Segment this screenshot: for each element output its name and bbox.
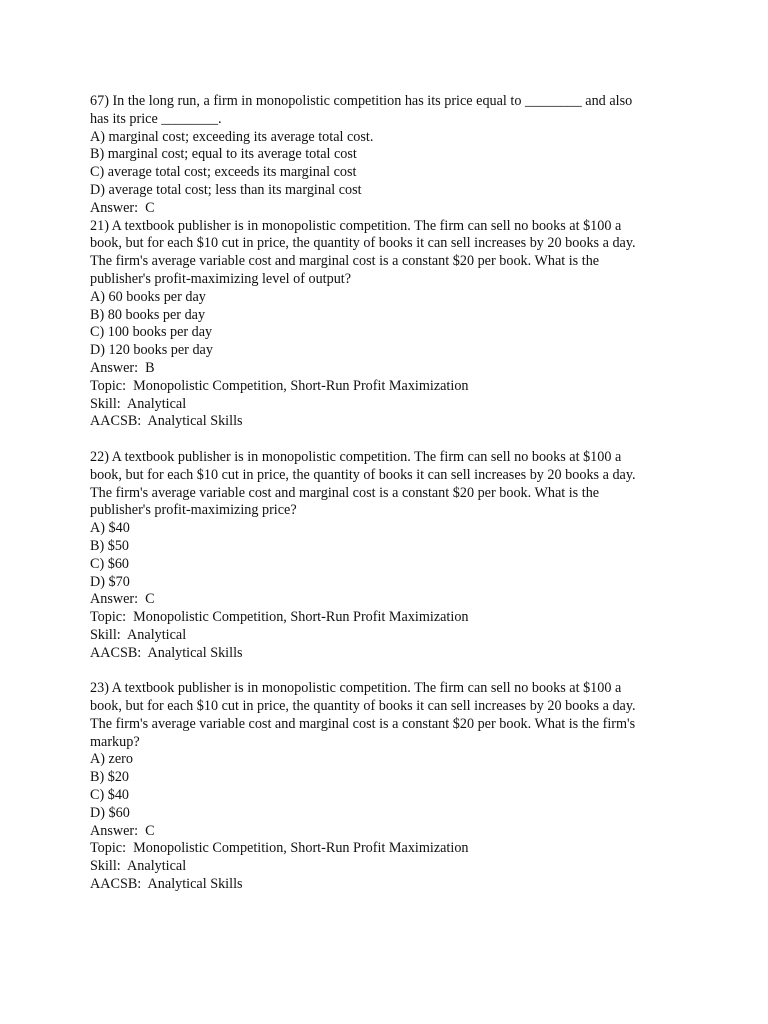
question-text-line: has its price ________. [90,110,222,127]
answer-line: Answer: C [90,591,155,608]
question-text-line: 23) A textbook publisher is in monopolistic competition. The firm can sell no books at $100 a [90,680,622,697]
question-text-line: markup? [90,733,140,750]
aacsb-line: AACSB: Analytical Skills [90,876,243,893]
document-page [90,93,690,894]
skill-line: Skill: Analytical [90,858,187,875]
question-67 [90,93,690,218]
option-d: D) $60 [90,804,130,821]
option-a: A) marginal cost; exceeding its average total cost. [90,128,374,145]
blank-line [90,663,690,681]
question-23 [90,680,690,894]
question-text-line: book, but for each $10 cut in price, the quantity of books it can sell increases by 20 books a day. [90,235,636,252]
topic-line: Topic: Monopolistic Competition, Short-Run Profit Maximization [90,609,469,626]
question-22 [90,449,690,663]
blank-line [90,431,690,449]
aacsb-line: AACSB: Analytical Skills [90,644,243,661]
question-text-line: book, but for each $10 cut in price, the quantity of books it can sell increases by 20 books a day. [90,466,636,483]
option-b: B) $50 [90,537,130,554]
question-text-line: publisher's profit-maximizing price? [90,502,297,519]
topic-line: Topic: Monopolistic Competition, Short-Run Profit Maximization [90,840,469,857]
answer-line: Answer: C [90,199,155,216]
option-c: C) $60 [90,555,130,572]
skill-line: Skill: Analytical [90,626,187,643]
aacsb-line: AACSB: Analytical Skills [90,413,243,430]
question-21 [90,218,690,432]
question-text-line: The firm's average variable cost and marginal cost is a constant $20 per book. What is the [90,484,600,501]
topic-line: Topic: Monopolistic Competition, Short-Run Profit Maximization [90,377,469,394]
question-text-line: publisher's profit-maximizing level of output? [90,270,352,287]
answer-line: Answer: B [90,359,155,376]
question-text-line: 67) In the long run, a firm in monopolistic competition has its price equal to ________ and also [90,93,633,109]
question-text-line: 22) A textbook publisher is in monopolistic competition. The firm can sell no books at $100 a [90,448,622,465]
option-a: A) 60 books per day [90,288,206,305]
question-text-line: The firm's average variable cost and marginal cost is a constant $20 per book. What is the firm's [90,715,636,732]
option-b: B) $20 [90,769,130,786]
option-d: D) 120 books per day [90,342,213,359]
option-b: B) 80 books per day [90,306,206,323]
option-b: B) marginal cost; equal to its average total cost [90,146,357,163]
option-a: A) zero [90,751,133,768]
option-c: C) $40 [90,787,130,804]
option-d: D) $70 [90,573,130,590]
option-a: A) $40 [90,520,130,537]
question-text-line: book, but for each $10 cut in price, the quantity of books it can sell increases by 20 books a day. [90,698,636,715]
option-c: C) average total cost; exceeds its marginal cost [90,164,357,181]
question-text-line: 21) A textbook publisher is in monopolistic competition. The firm can sell no books at $100 a [90,217,622,234]
option-c: C) 100 books per day [90,324,213,341]
option-d: D) average total cost; less than its marginal cost [90,181,362,198]
answer-line: Answer: C [90,822,155,839]
skill-line: Skill: Analytical [90,395,187,412]
question-text-line: The firm's average variable cost and marginal cost is a constant $20 per book. What is the [90,253,600,270]
